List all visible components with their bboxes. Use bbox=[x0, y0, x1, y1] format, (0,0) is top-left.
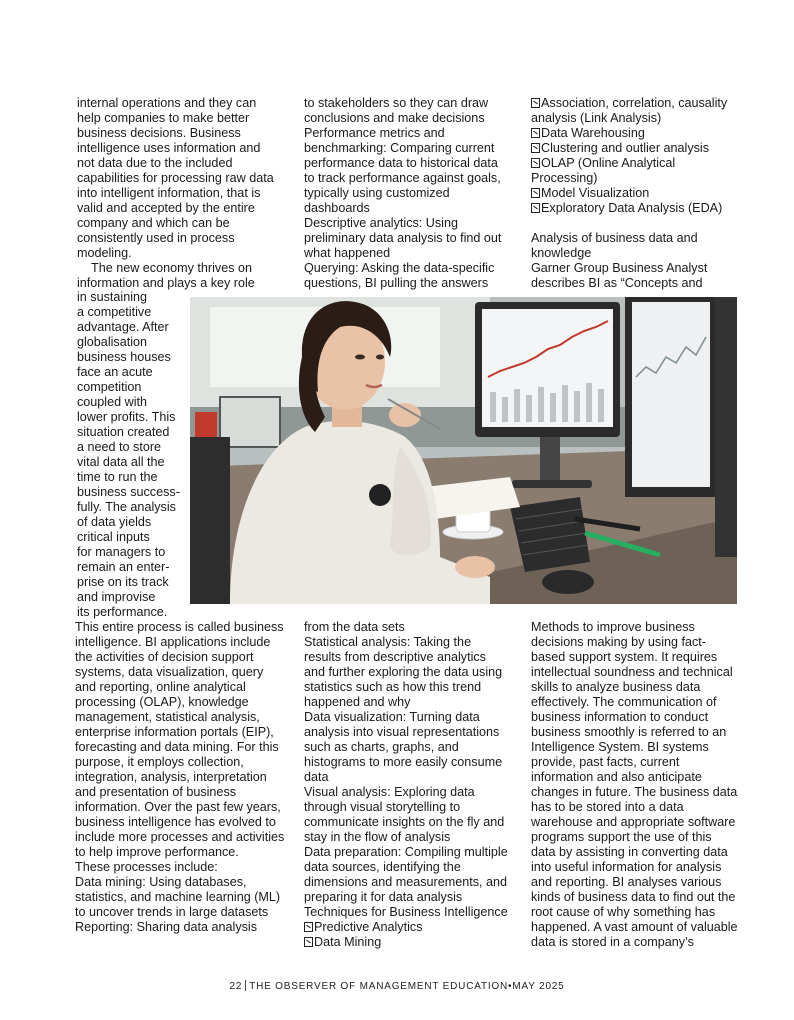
bullet-item bbox=[531, 96, 736, 126]
article-photo bbox=[190, 297, 737, 604]
text-line: its performance. bbox=[77, 605, 168, 619]
text-line: remain an enter- bbox=[77, 560, 170, 574]
checkbox-bullet-icon bbox=[531, 128, 540, 138]
bullet-text: OLAP (Online Analytical Processing) bbox=[531, 156, 676, 185]
paragraph: Methods to improve business decisions making by using fact-based support system. It requires intellectual soundness and technical skills to analyze business data effectively. The communication of business information to conduct business smoothly is referred to an Intelligence System. BI systems provide, past facts, current information and also anticipate changes in future. The business data has to be stored into a data warehouse and appropriate software programs support the use of this data by assisting in converting data into useful information for analysis and reporting. BI analyses various kinds of business data to find out the root cause of why something has happened. A vast amount of valuable data is stored in a company’s bbox=[531, 620, 738, 949]
paragraph: Data preparation: Compiling multiple data sources, identifying the dimensions and measurements, and preparing it for data analysis bbox=[304, 845, 508, 904]
paragraph: Querying: Asking the data-specific questions, BI pulling the answers bbox=[304, 261, 495, 290]
checkbox-bullet-icon bbox=[531, 158, 540, 168]
text-line: advantage. After bbox=[77, 320, 169, 334]
page-number: 22 bbox=[229, 981, 243, 992]
bullet-item bbox=[304, 920, 509, 935]
bullet-text: Data Warehousing bbox=[541, 126, 645, 140]
publication-name: THE OBSERVER OF MANAGEMENT EDUCATION bbox=[249, 981, 509, 992]
checkbox-bullet-icon bbox=[304, 922, 313, 932]
paragraph: Descriptive analytics: Using preliminary data analysis to find out what happened bbox=[304, 216, 502, 260]
text-line: a need to store bbox=[77, 440, 162, 454]
text-line: competition bbox=[77, 380, 142, 394]
text-line: fully. The analysis bbox=[77, 500, 176, 514]
text-line: globalisation bbox=[77, 335, 148, 349]
checkbox-bullet-icon bbox=[531, 203, 540, 213]
paragraph: Reporting: Sharing data analysis bbox=[75, 920, 258, 934]
page-footer bbox=[0, 980, 794, 992]
column-1-wrap bbox=[77, 290, 190, 620]
footer-bullet: • bbox=[508, 981, 513, 992]
paragraph: Visual analysis: Exploring data through visual storytelling to communicate insights on the fly and stay in the flow of analysis bbox=[304, 785, 505, 844]
issue-date: MAY 2025 bbox=[512, 981, 565, 992]
checkbox-bullet-icon bbox=[531, 188, 540, 198]
text-line: and improvise bbox=[77, 590, 156, 604]
column-3-bottom bbox=[531, 620, 739, 950]
text-line: for managers to bbox=[77, 545, 166, 559]
text-line: business houses bbox=[77, 350, 171, 364]
checkbox-bullet-icon bbox=[531, 143, 540, 153]
paragraph: The new economy thrives on information and plays a key role bbox=[77, 261, 255, 290]
bullet-text: Association, correlation, causality analysis (Link Analysis) bbox=[531, 96, 728, 125]
bullet-item bbox=[531, 201, 736, 216]
bullet-item bbox=[531, 126, 736, 141]
bullet-item bbox=[531, 156, 736, 186]
paragraph: These processes include: bbox=[75, 860, 218, 874]
paragraph: Data mining: Using databases, statistics, and machine learning (ML) to uncover trends in large datasets bbox=[75, 875, 281, 919]
paragraph: This entire process is called business intelligence. BI applications include the activities of decision support systems, data visualization, query and reporting, online analytical processing (OLAP), knowledge management, statistical analysis, enterprise information portals (EIP), forecasting and data mining. For this purpose, it employs collection, integration, analysis, interpretation and presentation of business information. Over the past few years, business intelligence has evolved to include more processes and activities to help improve performance. bbox=[75, 620, 285, 859]
paragraph: Analysis of business data and knowledge bbox=[531, 231, 698, 260]
text-line: prise on its track bbox=[77, 575, 169, 589]
text-line: situation created bbox=[77, 425, 170, 439]
text-line: face an acute bbox=[77, 365, 153, 379]
bullet-text: Predictive Analytics bbox=[314, 920, 423, 934]
column-1-top bbox=[77, 96, 277, 291]
paragraph: Techniques for Business Intelligence bbox=[304, 905, 508, 919]
paragraph: to stakeholders so they can draw conclusions and make decisions bbox=[304, 96, 489, 125]
bullet-text: Data Mining bbox=[314, 935, 382, 949]
paragraph: Statistical analysis: Taking the results from descriptive analytics and further exploring the data using statistics such as how this trend happened and why bbox=[304, 635, 503, 709]
paragraph: Performance metrics and benchmarking: Comparing current performance data to historical data to track performance against goals, typically using customized dashboards bbox=[304, 126, 501, 215]
text-line: lower profits. This bbox=[77, 410, 176, 424]
text-line: of data yields bbox=[77, 515, 152, 529]
bullet-text: Clustering and outlier analysis bbox=[541, 141, 710, 155]
paragraph: Data visualization: Turning data analysis into visual representations such as charts, graphs, and histograms to more easily consume data bbox=[304, 710, 503, 784]
paragraph: Garner Group Business Analyst describes BI as “Concepts and bbox=[531, 261, 708, 290]
text-line: critical inputs bbox=[77, 530, 150, 544]
column-3-top bbox=[531, 96, 736, 291]
checkbox-bullet-icon bbox=[304, 937, 313, 947]
footer-divider bbox=[245, 980, 246, 991]
bullet-text: Model Visualization bbox=[541, 186, 650, 200]
text-line: business success- bbox=[77, 485, 180, 499]
checkbox-bullet-icon bbox=[531, 98, 540, 108]
text-line: in sustaining bbox=[77, 290, 148, 304]
bullet-text: Exploratory Data Analysis (EDA) bbox=[541, 201, 723, 215]
paragraph: from the data sets bbox=[304, 620, 405, 634]
column-2-top bbox=[304, 96, 509, 291]
bullet-item bbox=[304, 935, 509, 950]
column-1-bottom bbox=[75, 620, 285, 935]
text-line: a competitive bbox=[77, 305, 152, 319]
column-2-bottom bbox=[304, 620, 509, 950]
text-line: coupled with bbox=[77, 395, 148, 409]
bullet-item bbox=[531, 141, 736, 156]
bullet-item bbox=[531, 186, 736, 201]
text-line: vital data all the bbox=[77, 455, 165, 469]
paragraph: internal operations and they can help companies to make better business decisions. Business intelligence uses information and not data due to the included capabilities for processing raw data into intelligent information, that is valid and accepted by the entire company and which can be consistently used in process modeling. bbox=[77, 96, 274, 260]
text-line: time to run the bbox=[77, 470, 158, 484]
